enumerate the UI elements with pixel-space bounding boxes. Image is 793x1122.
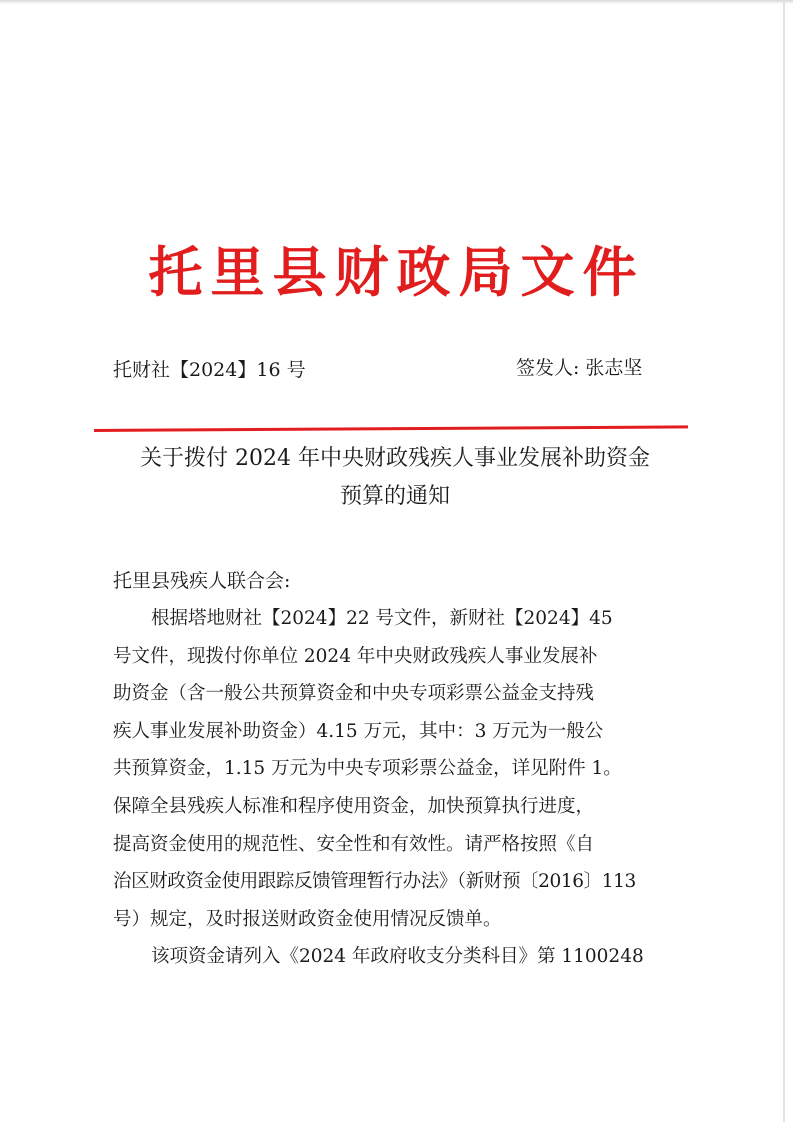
body-line: 治区财政资金使用跟踪反馈管理暂行办法》（新财预〔2016〕113	[113, 871, 636, 893]
body-paragraph-2	[113, 938, 683, 976]
recipient: 托里县残疾人联合会:	[113, 570, 291, 592]
body-line: 号文件，现拨付你单位 2024 年中央财政残疾人事业发展补	[113, 645, 598, 667]
body-line: 共预算资金，1.15 万元为中央专项彩票公益金，详见附件 1。	[113, 758, 622, 780]
document-number: 托财社【2024】16 号	[113, 359, 306, 381]
body-paragraph-1	[113, 600, 683, 938]
title-line-2: 预算的通知	[339, 484, 450, 509]
document-title	[100, 440, 690, 516]
document-body	[113, 600, 683, 976]
scan-edge-top	[0, 0, 793, 4]
body-line: 保障全县残疾人标准和程序使用资金，加快预算执行进度，	[113, 795, 595, 817]
agency-header-title: 托里县财政局文件	[148, 240, 645, 304]
body-line: 该项资金请列入《2024 年政府收支分类科目》第 1100248	[151, 946, 644, 968]
red-divider-rule	[94, 425, 688, 432]
scan-edge-right	[783, 0, 785, 1122]
body-line: 助资金（含一般公共预算资金和中央专项彩票公益金支持残	[113, 683, 595, 705]
signer	[516, 354, 642, 382]
body-line: 提高资金使用的规范性、安全性和有效性。请严格按照《自	[113, 833, 595, 855]
body-line: 疾人事业发展补助资金）4.15 万元，其中：3 万元为一般公	[113, 720, 604, 742]
body-line: 号）规定，及时报送财政资金使用情况反馈单。	[113, 908, 502, 930]
signer-name: 张志坚	[585, 357, 643, 379]
title-line-1: 关于拨付 2024 年中央财政残疾人事业发展补助资金	[140, 446, 650, 471]
body-line: 根据塔地财社【2024】22 号文件，新财社【2024】45	[151, 608, 613, 629]
signer-label: 签发人:	[516, 357, 580, 379]
